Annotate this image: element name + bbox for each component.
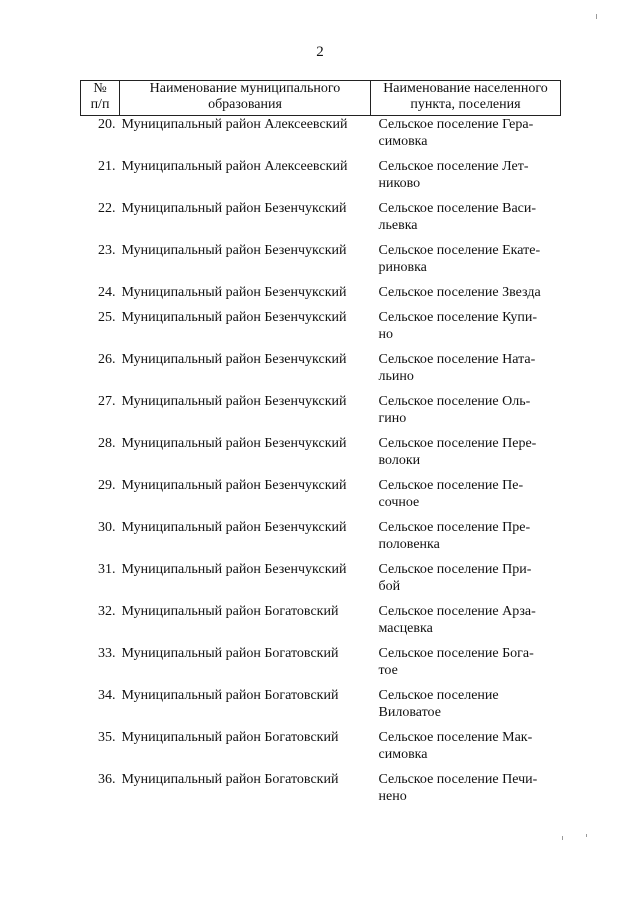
- settlement-line2: льевка: [378, 218, 418, 233]
- table-row: [81, 519, 561, 561]
- table-row: [81, 435, 561, 477]
- settlement-line1: Сельское поселение Гера-: [378, 117, 534, 132]
- settlement-name: [371, 309, 561, 351]
- settlement-line2: льино: [378, 369, 414, 384]
- municipality-name: Муниципальный район Безенчукский: [121, 520, 347, 535]
- settlement-line1: Сельское поселение Бога-: [378, 646, 534, 661]
- header-municipality-line1: Наименование муниципального: [149, 81, 341, 96]
- table-row: [81, 116, 561, 159]
- municipality-name: Муниципальный район Богатовский: [121, 604, 339, 619]
- row-number: 32.: [98, 604, 116, 619]
- settlement-line1: Сельское поселение Арза-: [378, 604, 536, 619]
- table-row: [81, 645, 561, 687]
- settlement-name: [371, 519, 561, 561]
- municipality-name: Муниципальный район Безенчукский: [121, 310, 347, 325]
- table-row: [81, 242, 561, 284]
- row-number: 35.: [98, 730, 116, 745]
- settlement-name: [371, 561, 561, 603]
- row-number: 31.: [98, 562, 116, 577]
- table-row: [81, 158, 561, 200]
- table-row: [81, 309, 561, 351]
- settlement-line2: масцевка: [378, 621, 433, 636]
- header-num-line1: №: [93, 81, 107, 96]
- table-row: [81, 687, 561, 729]
- municipality-name: Муниципальный район Богатовский: [121, 772, 339, 787]
- row-number: 25.: [98, 310, 116, 325]
- header-settlement-line2: пункта, поселения: [410, 97, 521, 112]
- row-number: 27.: [98, 394, 116, 409]
- row-number: 23.: [98, 243, 116, 258]
- municipality-name: Муниципальный район Богатовский: [121, 688, 339, 703]
- municipality-name: Муниципальный район Богатовский: [121, 730, 339, 745]
- table-row: [81, 351, 561, 393]
- row-number: 29.: [98, 478, 116, 493]
- row-number: 20.: [98, 117, 116, 132]
- settlement-name: [371, 242, 561, 284]
- table-row: [81, 729, 561, 771]
- header-municipality-line2: образования: [208, 97, 282, 112]
- header-municipality: [120, 81, 371, 116]
- settlement-line1: Сельское поселение Печи-: [378, 772, 538, 787]
- settlement-line2: волоки: [378, 453, 421, 468]
- municipality-name: Муниципальный район Безенчукский: [121, 201, 347, 216]
- settlement-line1: Сельское поселение Екате-: [378, 243, 541, 258]
- scan-speck: [596, 14, 597, 19]
- settlement-line1: Сельское поселение Пре-: [378, 520, 531, 535]
- scan-speck: [562, 836, 563, 840]
- header-settlement-line1: Наименование населенного: [383, 81, 548, 96]
- scan-speck: [586, 834, 587, 837]
- settlement-line2: гино: [378, 411, 407, 426]
- header-num-line2: п/п: [90, 97, 110, 112]
- settlement-line2: бой: [378, 579, 401, 594]
- settlement-line1: Сельское поселение Пе-: [378, 478, 524, 493]
- settlement-line1: Сельское поселение При-: [378, 562, 532, 577]
- row-number: 22.: [98, 201, 116, 216]
- settlement-name: [371, 645, 561, 687]
- settlement-line2: никово: [378, 176, 421, 191]
- row-number: 33.: [98, 646, 116, 661]
- municipality-name: Муниципальный район Безенчукский: [121, 436, 347, 451]
- row-number: 26.: [98, 352, 116, 367]
- page-number: 2: [316, 44, 324, 60]
- table-header-row: [81, 81, 561, 116]
- table-row: [81, 200, 561, 242]
- row-number: 24.: [98, 285, 116, 300]
- settlement-line2: тое: [378, 663, 398, 678]
- settlement-line1: Сельское поселение Виловатое: [378, 688, 499, 720]
- settlement-line2: симовка: [378, 134, 428, 149]
- settlement-name: [371, 351, 561, 393]
- settlement-line1: Сельское поселение Мак-: [378, 730, 533, 745]
- municipality-name: Муниципальный район Безенчукский: [121, 394, 347, 409]
- settlements-table: [80, 80, 561, 813]
- settlement-line2: сочное: [378, 495, 420, 510]
- header-num: [81, 81, 120, 116]
- row-number: 28.: [98, 436, 116, 451]
- settlement-line1: Сельское поселение Лет-: [378, 159, 529, 174]
- municipality-name: Муниципальный район Безенчукский: [121, 243, 347, 258]
- municipality-name: Муниципальный район Безенчукский: [121, 285, 347, 300]
- row-number: 34.: [98, 688, 116, 703]
- settlement-name: [371, 200, 561, 242]
- table-body: [81, 116, 561, 814]
- row-number: 36.: [98, 772, 116, 787]
- settlement-name: [371, 687, 561, 729]
- table-row: [81, 393, 561, 435]
- row-number: 30.: [98, 520, 116, 535]
- table-row: [81, 284, 561, 309]
- table-row: [81, 477, 561, 519]
- settlement-line1: Сельское поселение Ната-: [378, 352, 536, 367]
- settlement-line2: но: [378, 327, 393, 342]
- header-settlement: [371, 81, 561, 116]
- table-row: [81, 771, 561, 813]
- municipality-name: Муниципальный район Алексеевский: [121, 159, 348, 174]
- settlement-line1: Сельское поселение Пере-: [378, 436, 537, 451]
- settlement-name: [371, 603, 561, 645]
- municipality-name: Муниципальный район Безенчукский: [121, 562, 347, 577]
- municipality-name: Муниципальный район Алексеевский: [121, 117, 348, 132]
- settlement-name: [371, 729, 561, 771]
- settlement-line2: риновка: [378, 260, 427, 275]
- settlement-line2: нено: [378, 789, 407, 804]
- settlement-name: [371, 284, 561, 309]
- settlement-line2: симовка: [378, 747, 428, 762]
- settlement-name: [371, 393, 561, 435]
- settlement-name: [371, 771, 561, 813]
- municipality-name: Муниципальный район Безенчукский: [121, 352, 347, 367]
- settlement-line1: Сельское поселение Купи-: [378, 310, 538, 325]
- row-number: 21.: [98, 159, 116, 174]
- table-row: [81, 561, 561, 603]
- table-row: [81, 603, 561, 645]
- settlement-name: [371, 477, 561, 519]
- settlement-line1: Сельское поселение Оль-: [378, 394, 531, 409]
- municipality-name: Муниципальный район Безенчукский: [121, 478, 347, 493]
- settlement-line1: Сельское поселение Васи-: [378, 201, 537, 216]
- settlement-name: [371, 435, 561, 477]
- settlement-name: [371, 116, 561, 159]
- settlement-line2: половенка: [378, 537, 440, 552]
- settlement-line1: Сельское поселение Звезда: [378, 285, 541, 300]
- settlement-name: [371, 158, 561, 200]
- municipality-name: Муниципальный район Богатовский: [121, 646, 339, 661]
